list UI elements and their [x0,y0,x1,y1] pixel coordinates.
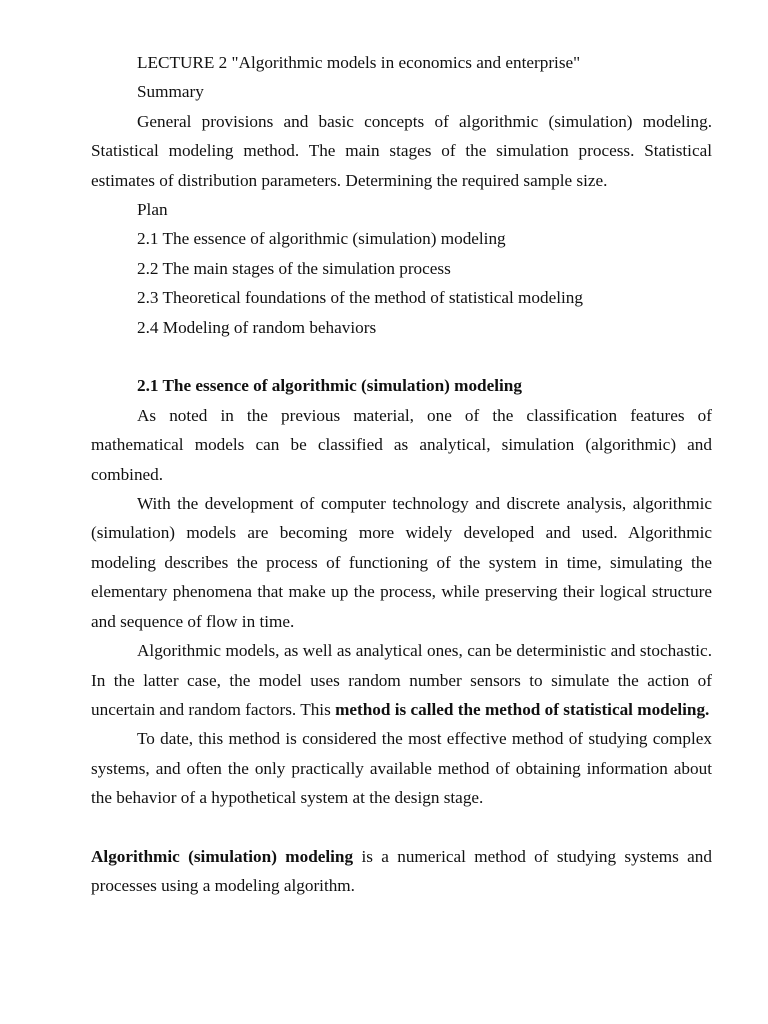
summary-text: General provisions and basic concepts of algorithmic (simulation) modeling. Statistical modeling method. The main stages of the simulation process. Statistical estimates of distribution parameters. Determining the required sample size. [91,111,712,190]
plan-label: Plan [137,200,168,220]
definition-term: Algorithmic (simulation) modeling [91,846,354,866]
paragraph-text: Algorithmic models, as well as analytical ones, can be deterministic and stochastic. In the latter case, the model uses random number sensors to simulate the action of uncertain and random factors. This [91,641,712,719]
plan-item: 2.2 The main stages of the simulation process [137,258,451,278]
spacer [91,813,712,842]
paragraph-bold-text: method is called the method of statistical modeling. [335,699,710,719]
paragraph: To date, this method is considered the most effective method of studying complex systems, and often the only practically available method of obtaining information about the behavior of a hypothetical system at the design stage. [91,729,712,808]
paragraph: As noted in the previous material, one of the classification features of mathematical models can be classified as analytical, simulation (algorithmic) and combined. [91,405,712,484]
section-heading: 2.1 The essence of algorithmic (simulation) modeling [137,376,522,396]
plan-item: 2.4 Modeling of random behaviors [137,317,377,337]
definition-paragraph [91,842,712,901]
spacer [91,342,712,371]
document-page [91,48,712,901]
summary-label: Summary [137,82,204,102]
paragraph [91,636,712,724]
lecture-title: LECTURE 2 "Algorithmic models in economics and enterprise" [137,53,581,72]
definition-text: is a numerical method of studying systems and processes using a modeling algorithm. [91,846,712,896]
plan-item: 2.1 The essence of algorithmic (simulation) modeling [137,229,506,249]
plan-item: 2.3 Theoretical foundations of the method of statistical modeling [137,288,583,308]
paragraph: With the development of computer technology and discrete analysis, algorithmic (simulation) models are becoming more widely developed and used. Algorithmic modeling describes the process of functioning of the system in time, simulating the elementary phenomena that make up the process, while preserving their logical structure and sequence of flow in time. [91,494,712,631]
